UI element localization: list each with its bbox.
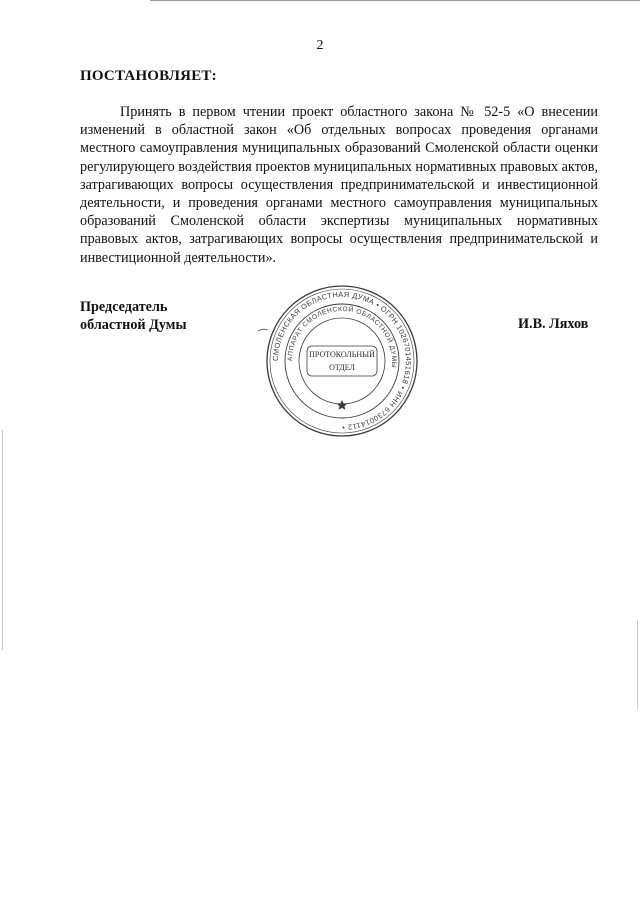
official-seal — [265, 284, 419, 438]
resolution-paragraph: Принять в первом чтении проект областного закона № 52-5 «О внесении изменений в областной закон «Об отдельных вопросах проведения органами местного самоуправления муниципальных образований Смоленской области оценки регулирующего воздействия проектов муниципальных нормативных правовых актов, затрагивающих вопросы осуществления предпринимательской и инвестиционной деятельности, и проведения органами местного самоуправления муниципальных образований Смоленской области экспертизы муниципальных нормативных правовых актов, затрагивающих вопросы осуществления предпринимательской и инвестиционной деятельности». — [80, 104, 598, 266]
signatory-title-line2: областной Думы — [80, 317, 187, 333]
scan-margin-line — [2, 430, 3, 650]
seal-star-icon — [337, 400, 347, 410]
seal-inner-text: АППАРАТ СМОЛЕНСКОЙ ОБЛАСТНОЙ ДУМЫ — [286, 305, 398, 369]
scan-edge-line — [150, 0, 640, 1]
seal-center-line2: ОТДЕЛ — [329, 363, 355, 372]
page-number: 2 — [316, 38, 324, 53]
seal-center-line1: ПРОТОКОЛЬНЫЙ — [309, 350, 375, 359]
resolution-heading: ПОСТАНОВЛЯЕТ: — [80, 68, 217, 84]
seal-outer-text: СМОЛЕНСКАЯ ОБЛАСТНАЯ ДУМА • ОГРН 1026701451618 • ИНН 6730014112 • — [270, 289, 414, 433]
signatory-title-line1: Председатель — [80, 299, 168, 315]
scan-margin-line — [637, 620, 638, 710]
signatory-name: И.В. Ляхов — [518, 316, 589, 332]
signatory-title — [80, 298, 187, 334]
